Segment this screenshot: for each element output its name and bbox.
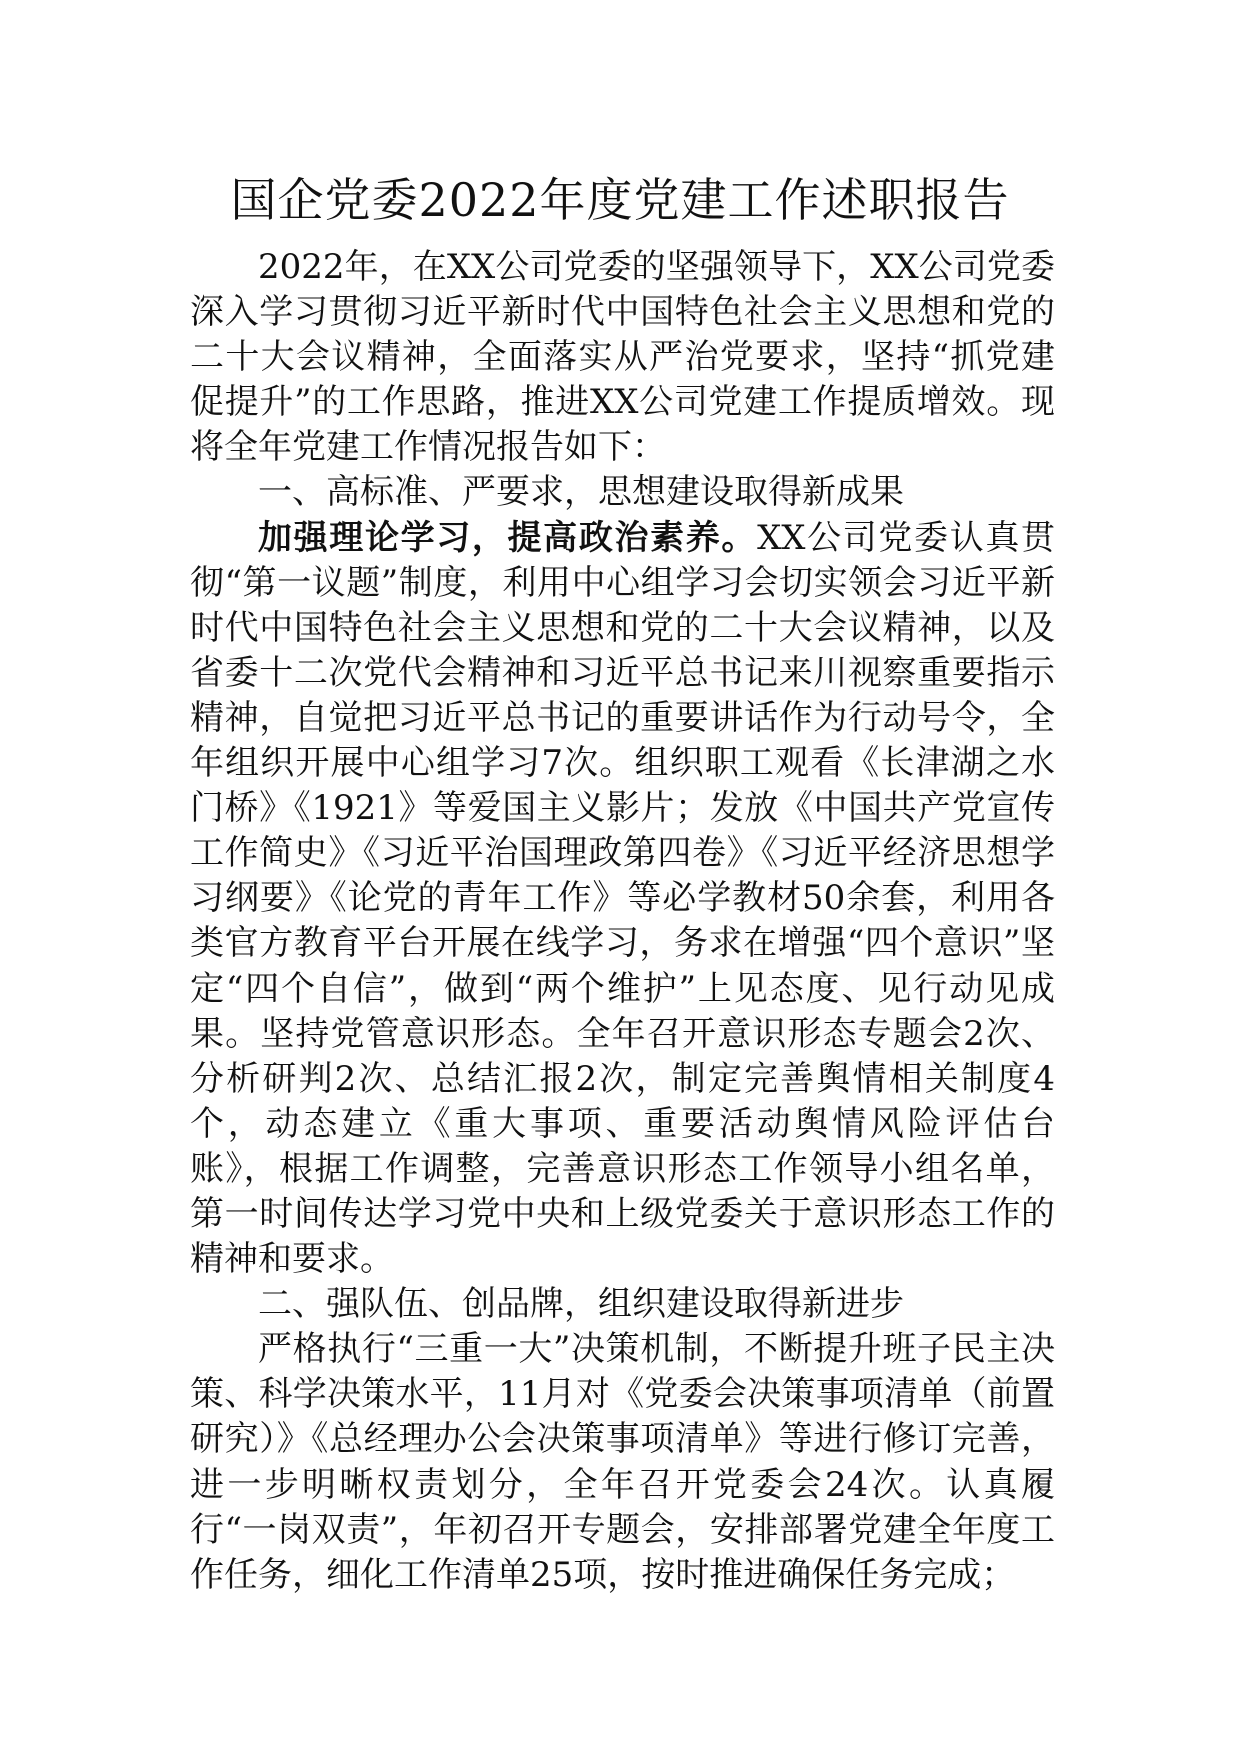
section-2-heading: 二、强队伍、创品牌，组织建设取得新进步 (258, 1284, 904, 1325)
section-1-lead: 加强理论学习，提高政治素养。 (258, 517, 758, 558)
section-2-paragraph: 严格执行“三重一大”决策机制，不断提升班子民主决策、科学决策水平，11月对《党委会决策事项清单（前置研究）》《总经理办公会决策事项清单》等进行修订完善，进一步明晰权责划分，全年召开党委会24次。认真履行“一岗双责”，年初召开专题会，安排部署党建全年度工作任务，细化工作清单25项，按时推进确保任务完成； (190, 1329, 1055, 1595)
document-title: 国企党委2022年度党建工作述职报告 (230, 173, 1010, 227)
section-1-heading: 一、高标准、严要求，思想建设取得新成果 (258, 472, 904, 513)
document-body (190, 245, 1055, 1598)
section-1-paragraph (190, 516, 1055, 1283)
section-1-text: XX公司党委认真贯彻“第一议题”制度，利用中心组学习会切实领会习近平新时代中国特色社会主义思想和党的二十大会议精神，以及省委十二次党代会精神和习近平总书记来川视察重要指示精神，自觉把习近平总书记的重要讲话作为行动号令，全年组织开展中心组学习7次。组织职工观看《长津湖之水门桥》《1921》等爱国主义影片；发放《中国共产党宣传工作简史》《习近平治国理政第四卷》《习近平经济思想学习纲要》《论党的青年工作》等必学教材50余套，利用各类官方教育平台开展在线学习，务求在增强“四个意识”坚定“四个自信”，做到“两个维护”上见态度、见行动见成果。坚持党管意识形态。全年召开意识形态专题会2次、分析研判2次、总结汇报2次，制定完善舆情相关制度4个，动态建立《重大事项、重要活动舆情风险评估台账》，根据工作调整，完善意识形态工作领导小组名单，第一时间传达学习党中央和上级党委关于意识形态工作的精神和要求。 (190, 517, 1055, 1280)
intro-paragraph: 2022年，在XX公司党委的坚强领导下，XX公司党委深入学习贯彻习近平新时代中国特色社会主义思想和党的二十大会议精神，全面落实从严治党要求，坚持“抓党建促提升”的工作思路，推进XX公司党建工作提质增效。现将全年党建工作情况报告如下： (190, 247, 1055, 468)
